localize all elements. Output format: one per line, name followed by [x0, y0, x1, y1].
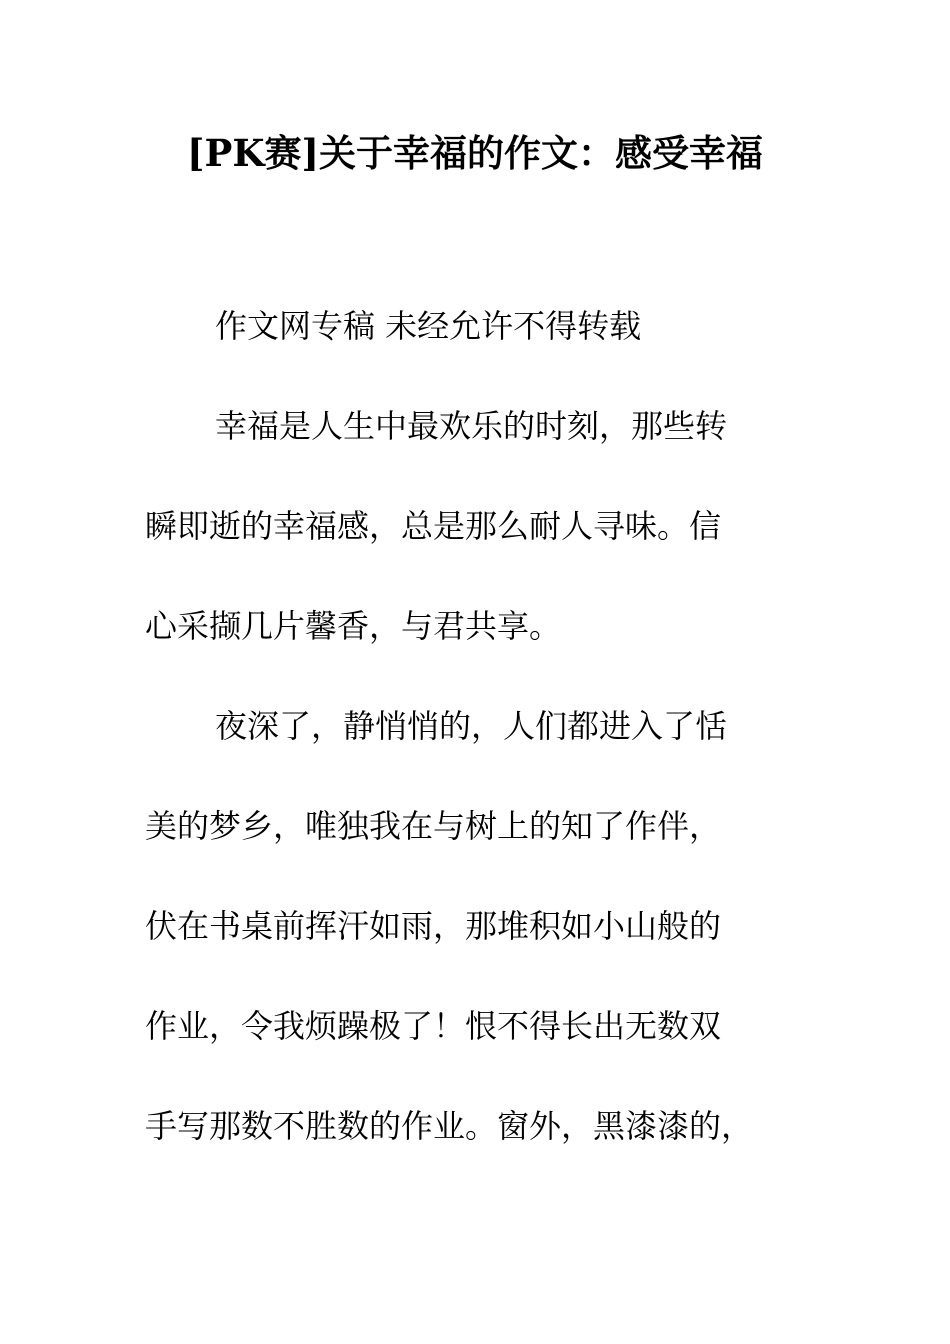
- text-line: 夜深了，静悄悄的，人们都进入了恬: [215, 707, 728, 745]
- document-title: [PK赛]关于幸福的作文：感受幸福: [187, 131, 763, 175]
- text-line: 伏在书桌前挥汗如雨，那堆积如小山般的: [145, 907, 722, 945]
- text-line: 瞬即逝的幸福感，总是那么耐人寻味。信: [145, 507, 722, 545]
- text-line: 美的梦乡，唯独我在与树上的知了作伴，: [145, 807, 722, 845]
- text-line: 作文网专稿 未经允许不得转载: [215, 307, 642, 345]
- text-line: 幸福是人生中最欢乐的时刻，那些转: [215, 407, 728, 445]
- text-line: 手写那数不胜数的作业。窗外，黑漆漆的，: [145, 1107, 754, 1145]
- text-line: 心采撷几片馨香，与君共享。: [145, 607, 562, 645]
- text-line: 作业，令我烦躁极了！恨不得长出无数双: [145, 1007, 722, 1045]
